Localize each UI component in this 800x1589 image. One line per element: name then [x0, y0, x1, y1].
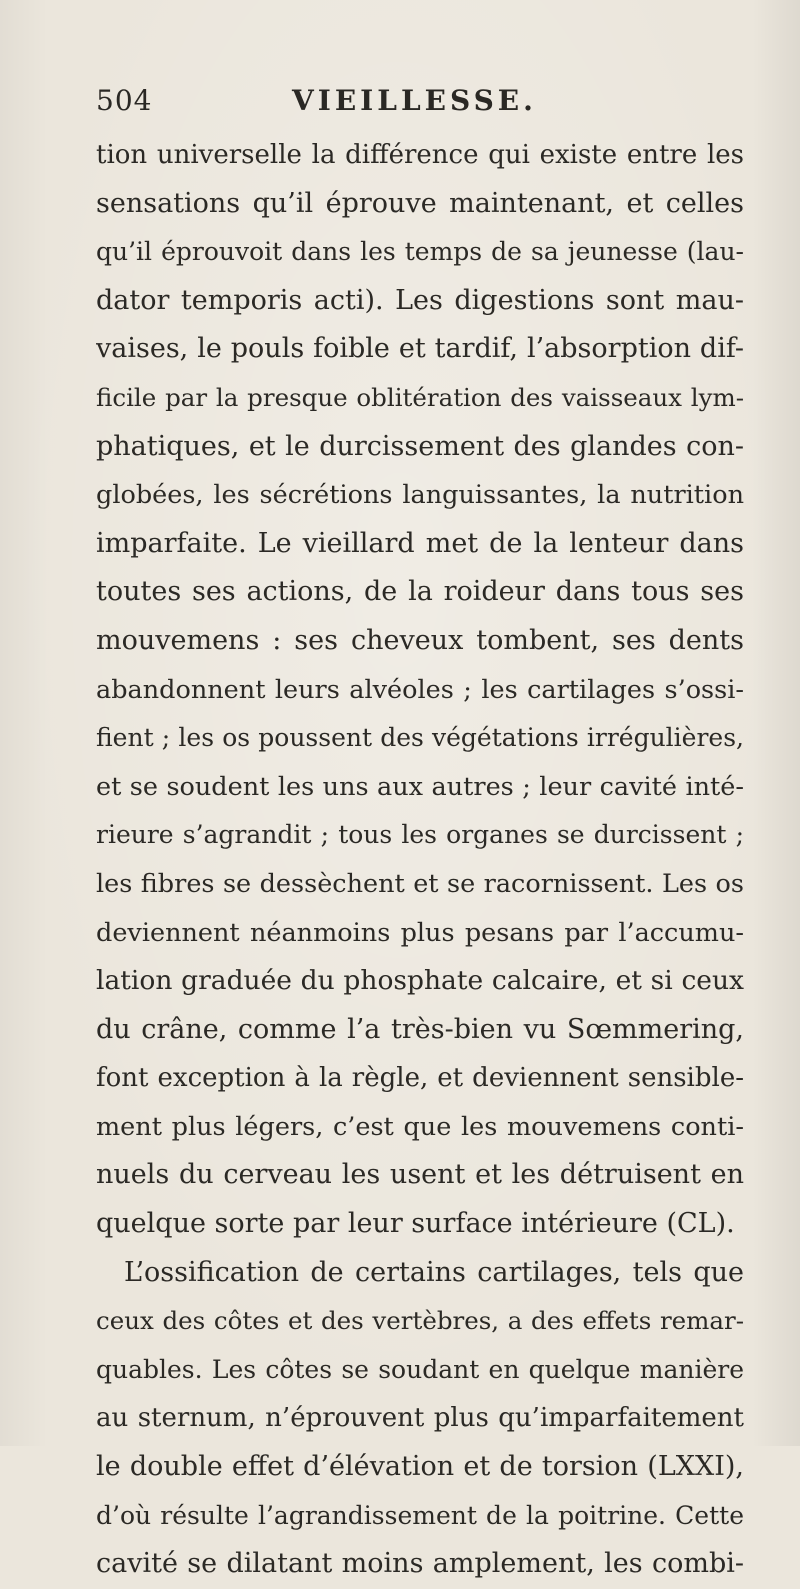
running-head: VIEILLESSE. [292, 84, 537, 117]
body-text [96, 131, 744, 1589]
text-line: ceux des côtes et des vertèbres, a des effets remar- [96, 1306, 744, 1336]
text-line: qu’il éprouvoit dans les temps de sa jeunesse (lau- [96, 237, 744, 267]
text-line: lation graduée du phosphate calcaire, et si ceux [96, 965, 744, 997]
paragraph-start-line: L’ossification de certains cartilages, tels que [124, 1256, 744, 1288]
text-line: quelque sorte par leur surface intérieure (CL). [96, 1208, 735, 1240]
page-number: 504 [96, 84, 153, 117]
text-line: au sternum, n’éprouvent plus qu’imparfaitement [96, 1403, 744, 1434]
text-line: vaises, le pouls foible et tardif, l’absorption dif- [96, 333, 744, 365]
text-line: et se soudent les uns aux autres ; leur cavité inté- [96, 771, 744, 802]
text-line: mouvemens : ses cheveux tombent, ses dents [96, 624, 744, 656]
page-header [96, 84, 736, 128]
text-line: du crâne, comme l’a très-bien vu Sœmmering, [96, 1013, 744, 1045]
text-line: fient ; les os poussent des végétations irrégulières, [96, 723, 744, 753]
text-line: nuels du cerveau les usent et les détruisent en [96, 1159, 744, 1191]
text-line: abandonnent leurs alvéoles ; les cartilages s’ossi- [96, 674, 744, 705]
text-line: les fibres se dessèchent et se racornissent. Les os [96, 868, 744, 899]
text-line: ficile par la presque oblitération des vaisseaux lym- [96, 382, 744, 412]
text-line: ment plus légers, c’est que les mouvemens conti- [96, 1111, 744, 1142]
text-line: d’où résulte l’agrandissement de la poitrine. Cette [96, 1500, 744, 1530]
text-line: phatiques, et le durcissement des glandes con- [96, 430, 744, 462]
text-line: sensations qu’il éprouve maintenant, et celles [96, 187, 744, 219]
text-line: rieure s’agrandit ; tous les organes se durcissent ; [96, 820, 744, 850]
text-line: le double effet d’élévation et de torsion (LXXI), [96, 1451, 744, 1483]
text-line: globées, les sécrétions languissantes, la nutrition [96, 480, 744, 511]
text-line: imparfaite. Le vieillard met de la lenteur dans [96, 527, 744, 559]
text-line: dator temporis acti). Les digestions sont mau- [96, 284, 744, 316]
text-line: font exception à la règle, et deviennent sensible- [96, 1063, 744, 1094]
text-line: toutes ses actions, de la roideur dans tous ses [96, 576, 744, 608]
text-line: deviennent néanmoins plus pesans par l’accumu- [96, 917, 744, 948]
text-line: cavité se dilatant moins amplement, les combi- [96, 1548, 744, 1580]
text-line: quables. Les côtes se soudant en quelque manière [96, 1354, 744, 1384]
text-line: tion universelle la différence qui existe entre les [96, 140, 744, 170]
